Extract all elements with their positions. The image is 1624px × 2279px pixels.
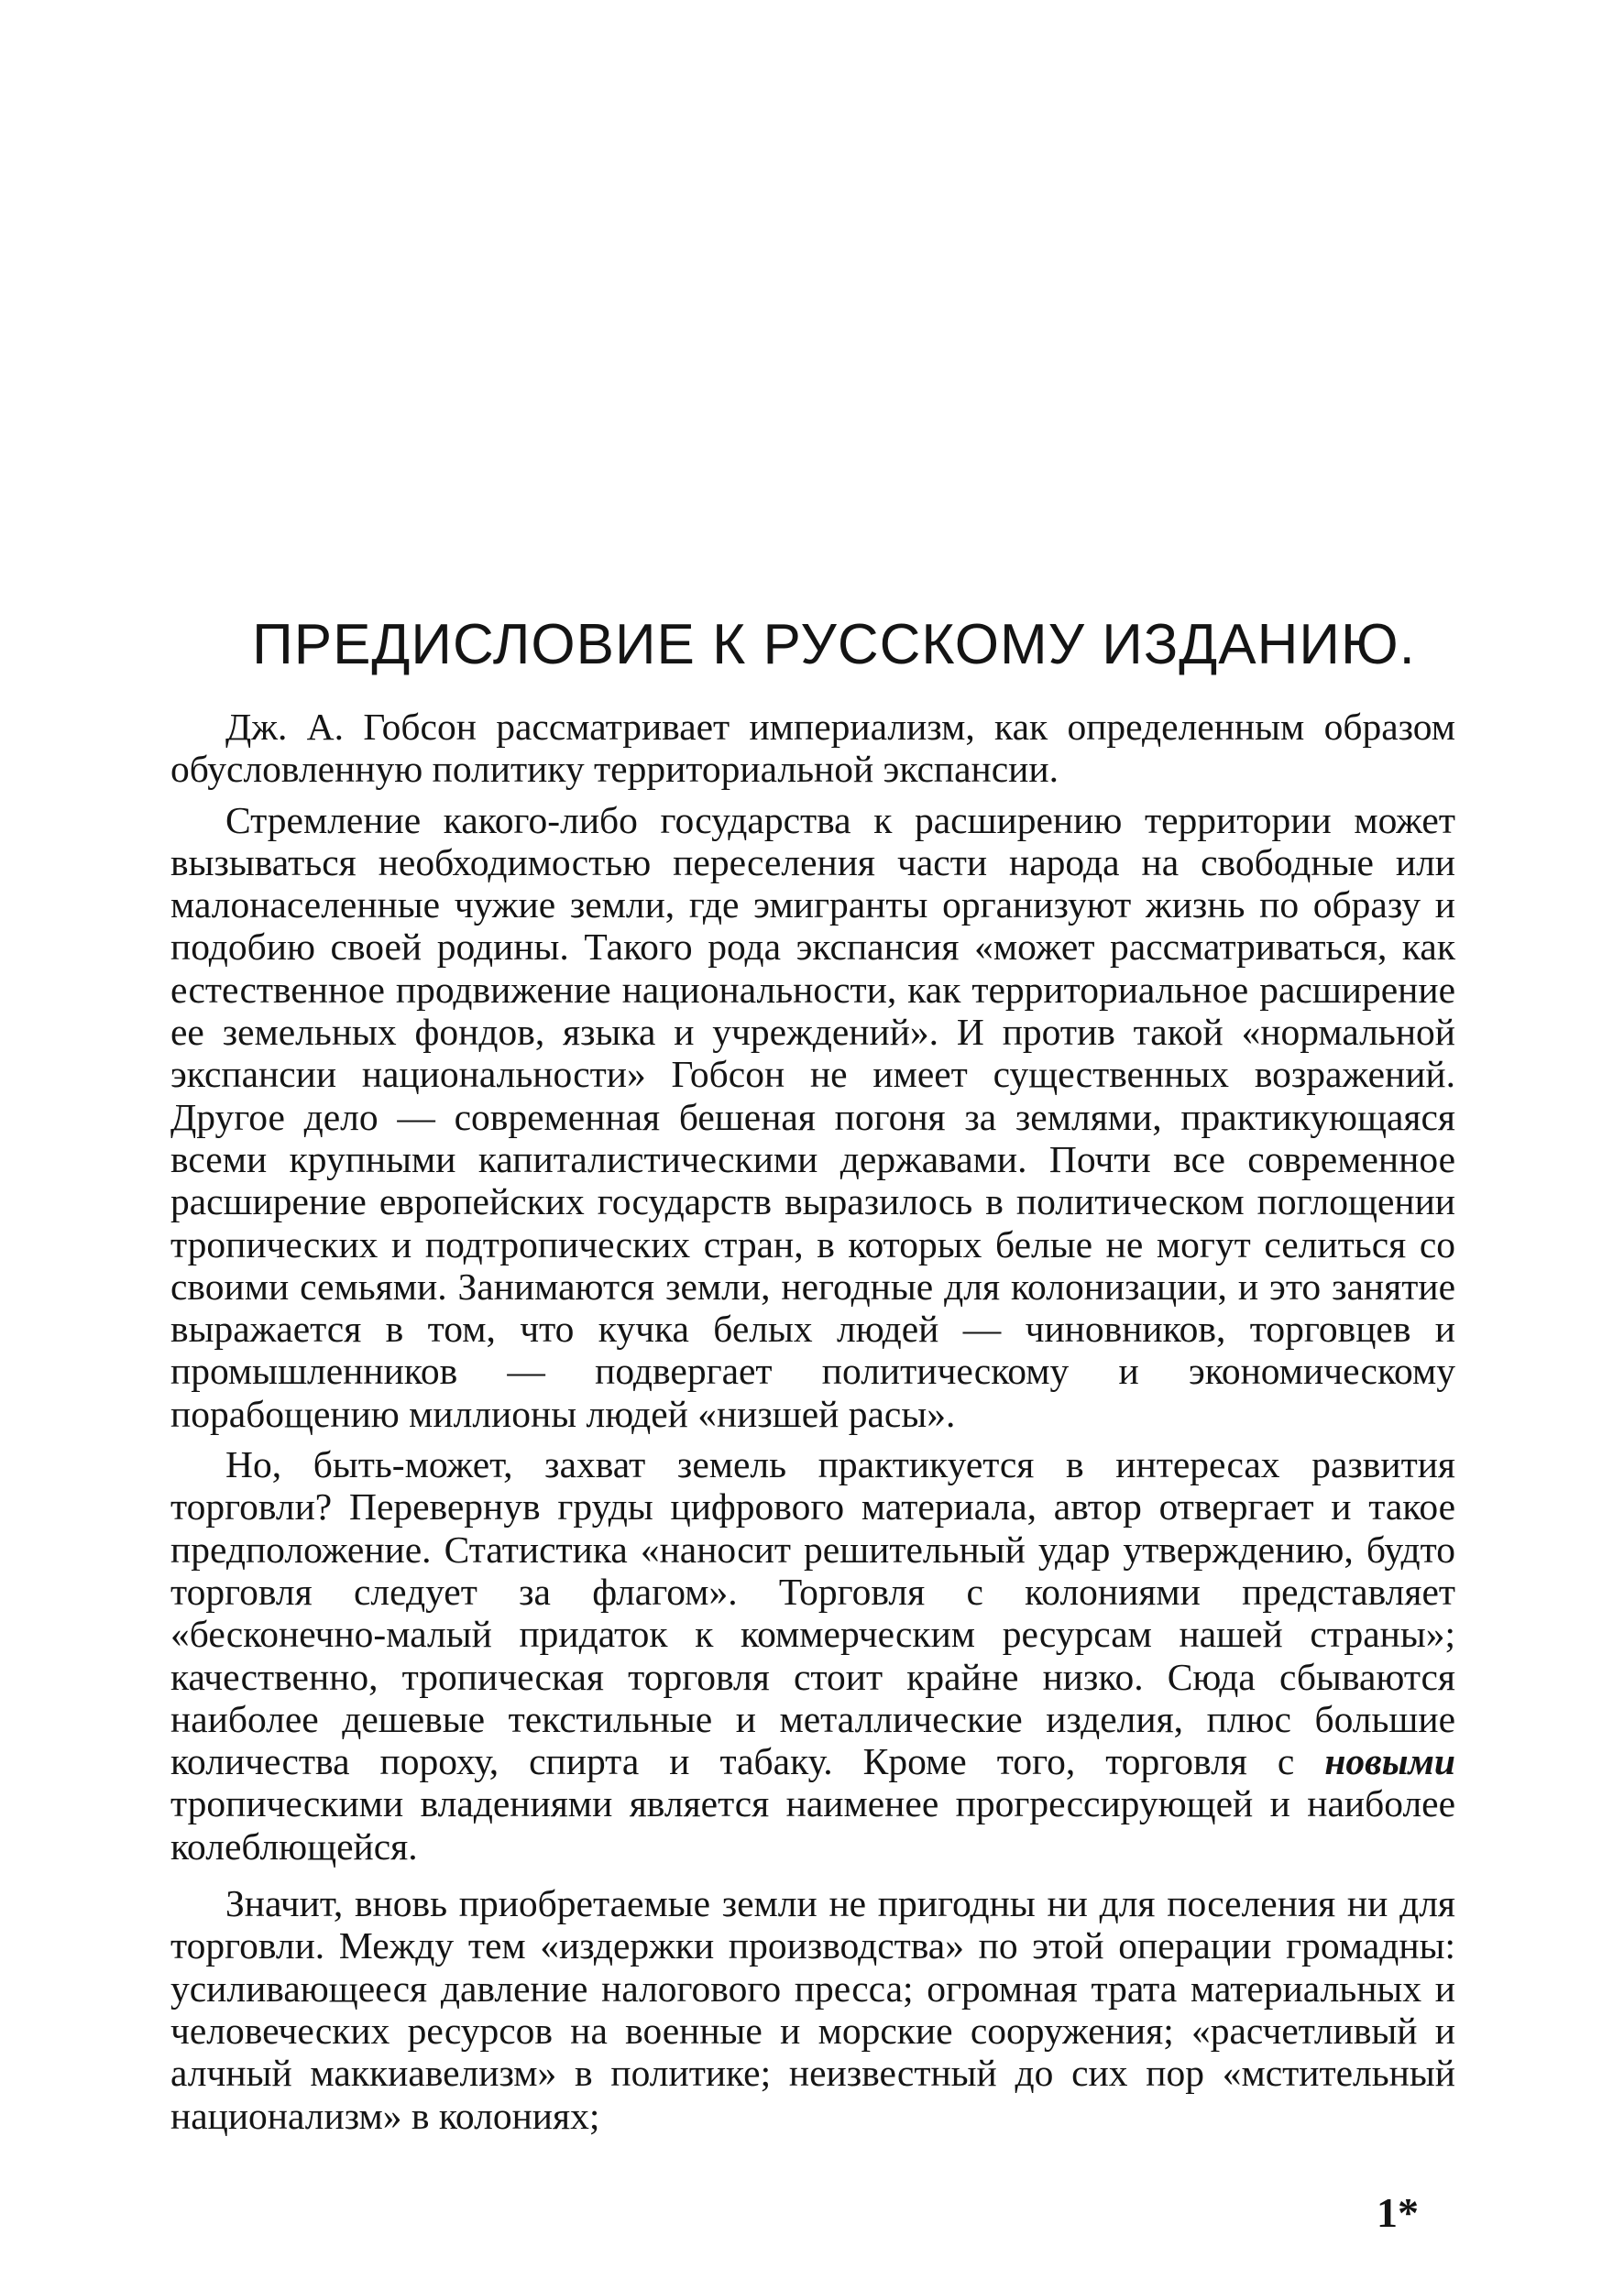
page-number: 1*	[1377, 2189, 1419, 2236]
paragraph-2: Стремление какого-либо государства к расширению территории может вызываться необходимостью переселения части народа на свободные или малонаселенные чужие земли, где эмигранты организуют жизнь по образу и подобию своей родины. Такого рода экспансия «может рассматриваться, как естественное продвижение национальности, как территориальное расширение ее земельных фондов, языка и учреждений». И против такой «нормальной экспансии национальности» Гобсон не имеет существенных возражений. Другое дело — современная бешеная погоня за землями, практикующаяся всеми крупными капиталистическими державами. Почти все современное расширение европейских государств выразилось в политическом поглощении тропических и подтропических стран, в которых белые не могут селиться со своими семьями. Занимаются земли, негодные для колонизации, и это занятие выражается в том, что кучка белых людей — чиновников, торговцев и промышленников — подвергает политическому и экономическому порабощению миллионы людей «низшей расы».	[170, 798, 1455, 1435]
body-text	[170, 706, 1455, 2137]
paragraph-3-tail: тропическими владениями является наименее прогрессирующей и наиболее колеблющейся.	[170, 1782, 1455, 1868]
paragraph-3	[170, 1443, 1455, 1868]
paragraph-3-text: Но, быть-может, захват земель практикуется в интересах развития торговли? Перевернув груды цифрового материала, автор отвергает и такое предположение. Статистика «наносит решительный удар утверждению, будто торговля следует за флагом». Торговля с колониями представляет «бесконечно-малый придаток к коммерческим ресурсам нашей страны»; качественно, тропическая торговля стоит крайне низко. Сюда сбываются наиболее дешевые текстильные и металлические изделия, плюс большие количества пороху, спирта и табаку. Кроме того, торговля с	[170, 1443, 1455, 1783]
paragraph-1: Дж. А. Гобсон рассматривает империализм, как определенным образом обусловленную политику территориальной экспансии.	[170, 706, 1455, 791]
page-title: ПРЕДИСЛОВИЕ К РУССКОМУ ИЗДАНИЮ.	[252, 613, 1416, 676]
paragraph-4: Значит, вновь приобретаемые земли не пригодны ни для поселения ни для торговли. Между тем «издержки производства» по этой операции громадны: усиливающееся давление налогового пресса; огромная трата материальных и человеческих ресурсов на военные и морские сооружения; «расчетливый и алчный маккиавелизм» в политике; неизвестный до сих пор «мстительный национализм» в колониях;	[170, 1882, 1455, 2137]
emphasized-word: новыми	[1324, 1740, 1455, 1783]
